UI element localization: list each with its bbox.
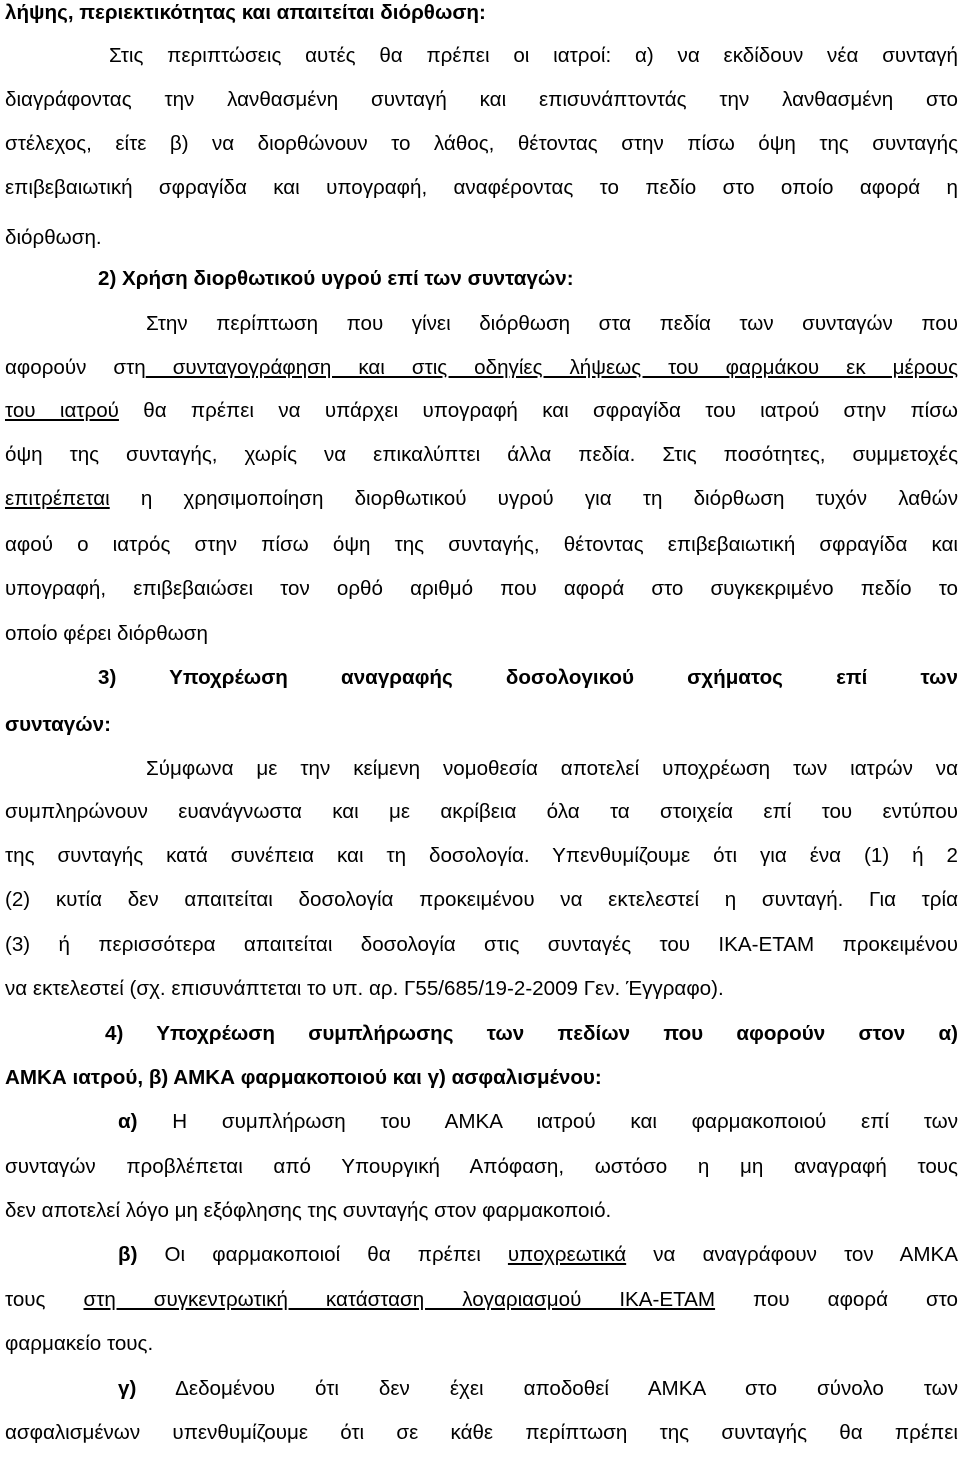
section-heading: συνταγών: — [5, 713, 111, 736]
item-marker: α) — [118, 1110, 138, 1133]
text-line: Σύμφωνα με την κείμενη νομοθεσία αποτελεί υποχρέωση των ιατρών να — [146, 757, 958, 780]
text-run: η χρησιμοποίηση διορθωτικού υγρού για τη διόρθωση τυχόν λαθών — [109, 487, 958, 510]
item-marker: β) — [118, 1243, 138, 1266]
section-heading: ΑΜΚΑ ιατρού, β) ΑΜΚΑ φαρμακοποιού και γ) ασφαλισμένου: — [5, 1066, 602, 1089]
section-heading: 4) Υποχρέωση συμπλήρωσης των πεδίων που αφορούν στον α) — [105, 1022, 958, 1045]
text-line — [118, 1245, 958, 1289]
text-line: (3) ή περισσότερα απαιτείται δοσολογία στις συνταγές του ΙΚΑ-ΕΤΑΜ προκειμένου — [5, 933, 958, 956]
section-heading: 3) Υποχρέωση αναγραφής δοσολογικού σχήματος επί των — [98, 666, 958, 689]
text-line: διόρθωση. — [5, 226, 102, 249]
text-line — [5, 401, 958, 445]
text-run: θα πρέπει να υπάρχει υπογραφή και σφραγίδα του ιατρού στην πίσω — [118, 399, 959, 422]
text-line — [118, 1379, 958, 1423]
text-line: (2) κυτία δεν απαιτείται δοσολογία προκειμένου να εκτελεστεί η συνταγή. Για τρία — [5, 888, 958, 911]
text-line — [5, 1290, 958, 1334]
text-run: τους — [5, 1288, 84, 1311]
text-line: να εκτελεστεί (σχ. επισυνάπτεται το υπ. αρ. Γ55/685/19-2-2009 Γεν. Έγγραφο). — [5, 977, 724, 1000]
text-line: Στην περίπτωση που γίνει διόρθωση στα πεδία των συνταγών που — [146, 312, 958, 335]
underlined-text: υποχρεωτικά — [507, 1243, 627, 1266]
text-line: οποίο φέρει διόρθωση — [5, 622, 208, 645]
text-line: δεν αποτελεί λόγο μη εξόφλησης της συνταγής στον φαρμακοποιό. — [5, 1199, 612, 1222]
text-line — [5, 489, 958, 533]
underlined-text: του ιατρού — [5, 399, 119, 422]
text-line: στέλεχος, είτε β) να διορθώνουν το λάθος, θέτοντας στην πίσω όψη της συνταγής — [5, 132, 958, 155]
text-line: ασφαλισμένων υπενθυμίζουμε ότι σε κάθε περίπτωση της συνταγής θα πρέπει — [5, 1421, 958, 1444]
underlined-text: επιτρέπεται — [5, 487, 110, 510]
text-line: λήψης, περιεκτικότητας και απαιτείται διόρθωση: — [5, 1, 486, 24]
text-line: υπογραφή, επιβεβαιώσει τον ορθό αριθμό που αφορά στο συγκεκριμένο πεδίο το — [5, 577, 958, 600]
text-line: αφού ο ιατρός στην πίσω όψη της συνταγής, θέτοντας επιβεβαιωτική σφραγίδα και — [5, 533, 958, 556]
underlined-text: συνταγογράφηση και στις οδηγίες λήψεως του φαρμάκου εκ μέρους — [145, 356, 958, 379]
item-marker: γ) — [118, 1377, 137, 1400]
underlined-text: στη συγκεντρωτική κατάσταση λογαριασμού ΙΚΑ-ΕΤΑΜ — [83, 1288, 716, 1311]
text-run: να αναγράφουν τον ΑΜΚΑ — [626, 1243, 958, 1266]
text-line: της συνταγής κατά συνέπεια και τη δοσολογία. Υπενθυμίζουμε ότι για ένα (1) ή 2 — [5, 844, 958, 867]
text-line: Στις περιπτώσεις αυτές θα πρέπει οι ιατροί: α) να εκδίδουν νέα συνταγή — [109, 44, 958, 67]
text-line: φαρμακείο τους. — [5, 1332, 154, 1355]
text-line: συμπληρώνουν ευανάγνωστα και με ακρίβεια όλα τα στοιχεία επί του εντύπου — [5, 800, 958, 823]
text-run: Δεδομένου ότι δεν έχει αποδοθεί ΑΜΚΑ στο σύνολο των — [136, 1377, 958, 1400]
section-heading: 2) Χρήση διορθωτικού υγρού επί των συνταγών: — [98, 267, 574, 290]
text-line: συνταγών προβλέπεται από Υπουργική Απόφαση, ωστόσο η μη αναγραφή τους — [5, 1155, 958, 1178]
text-line — [118, 1112, 958, 1156]
text-run: που αφορά στο — [715, 1288, 958, 1311]
text-run: Η συμπλήρωση του ΑΜΚΑ ιατρού και φαρμακοποιού επί των — [137, 1110, 958, 1133]
text-line: διαγράφοντας την λανθασμένη συνταγή και επισυνάπτοντάς την λανθασμένη στο — [5, 88, 958, 111]
text-line: όψη της συνταγής, χωρίς να επικαλύπτει άλλα πεδία. Στις ποσότητες, συμμετοχές — [5, 443, 958, 466]
text-run: αφορούν στη — [5, 356, 146, 379]
text-line — [5, 358, 958, 402]
text-run: Οι φαρμακοποιοί θα πρέπει — [137, 1243, 508, 1266]
text-line: επιβεβαιωτική σφραγίδα και υπογραφή, αναφέροντας το πεδίο στο οποίο αφορά η — [5, 176, 958, 199]
